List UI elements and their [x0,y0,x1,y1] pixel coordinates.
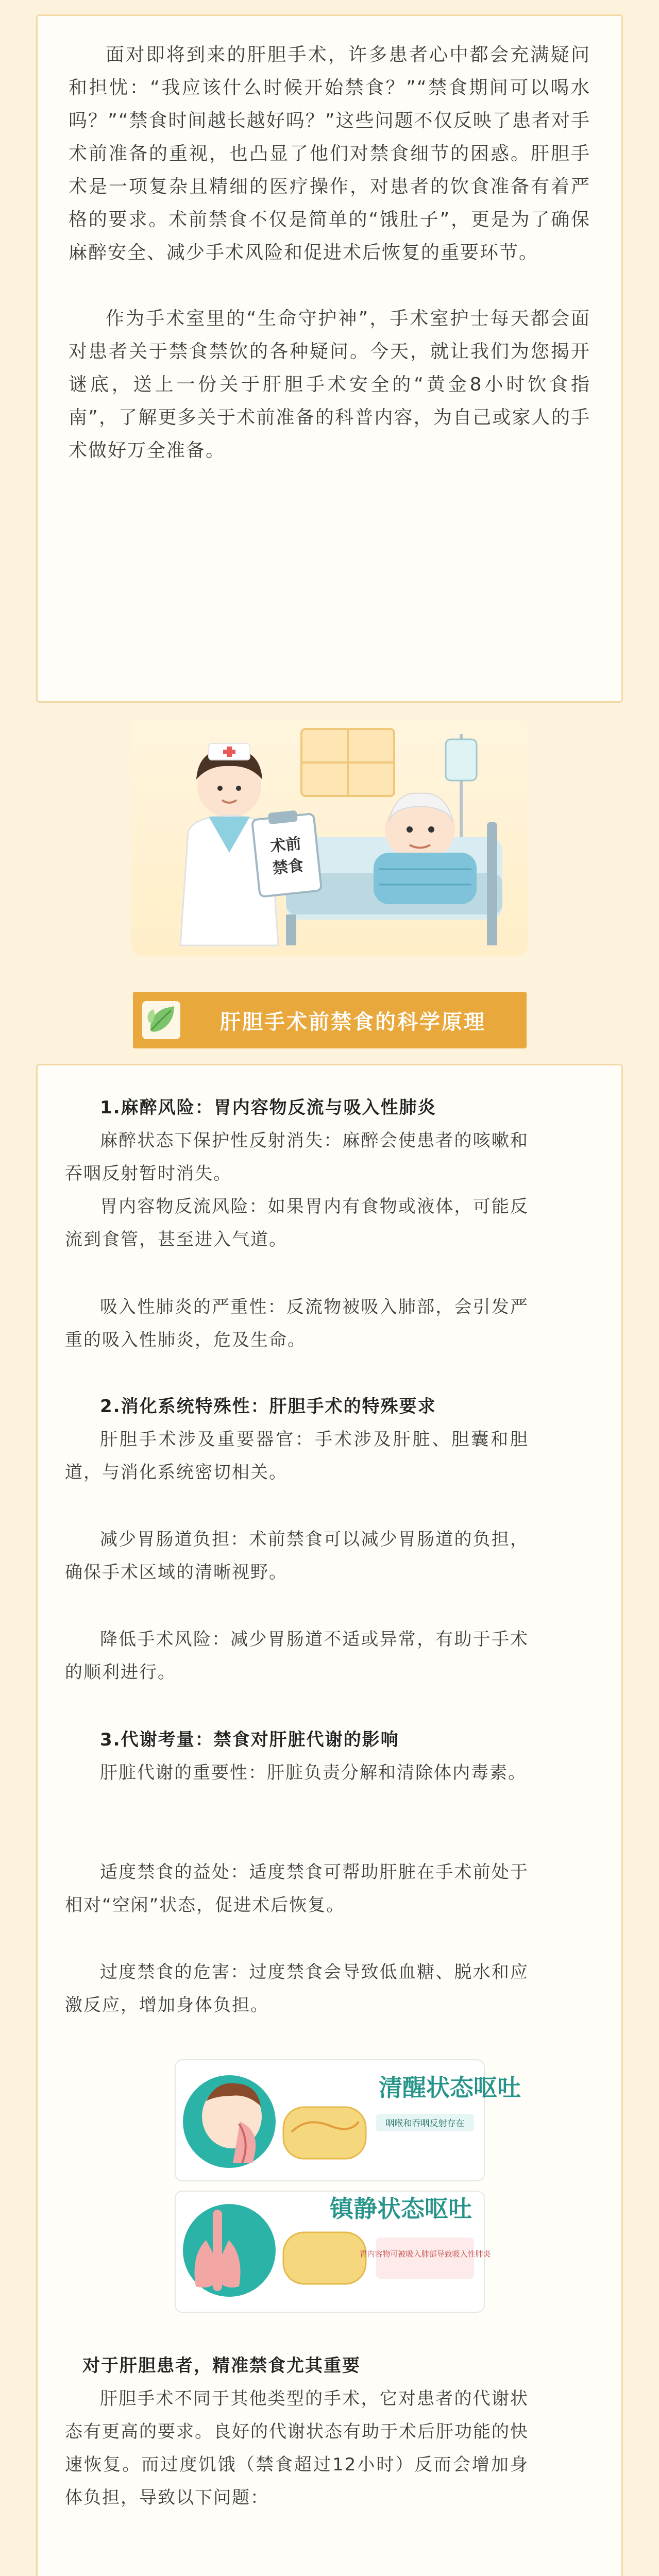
section-heading: 2.消化系统特殊性：肝胆手术的特殊要求 [100,1396,436,1417]
paragraph: 过度禁食的危害：过度禁食会导致低血糖、脱水和应激反应，增加身体负担。 [65,1962,529,2015]
section-1 [65,1091,529,1190]
vomiting-illustration [175,2060,521,2312]
paragraph: 降低手术风险：减少胃肠道不适或异常，有助于手术的顺利进行。 [65,1629,529,1683]
section-header [133,992,527,1048]
awake-vomit-caption: 咽喉和吞咽反射存在 [385,2119,465,2129]
paragraph: 吸入性肺炎的严重性：反流物被吸入肺部，会引发严重的吸入性肺炎，危及生命。 [65,1297,529,1350]
section-4 [65,2349,529,2514]
section-3 [65,1723,529,1789]
intro-paragraph: 作为手术室里的“生命守护神”，手术室护士每天都会面对患者关于禁食禁饮的各种疑问。今天，就让我们为您揭开谜底，送上一份关于肝胆手术安全的“黄金8小时饮食指南”，了解更多关于术前准备的科普内容，为自己或家人的手术做好万全准备。 [69,308,590,461]
section-1-c [65,1291,529,1357]
sedated-vomit-title: 镇静状态呕吐 [330,2195,472,2223]
section-heading: 对于肝胆患者，精准禁食尤其重要 [82,2355,361,2376]
sign-text-line1: 术前 [269,834,302,856]
section-heading: 1.麻醉风险：胃内容物反流与吸入性肺炎 [100,1097,436,1118]
paragraph: 肝胆手术不同于其他类型的手术，它对患者的代谢状态有更高的要求。良好的代谢状态有助于术后肝功能的快速恢复。而过度饥饿（禁食超过12小时）反而会增加身体负担，导致以下问题： [65,2388,529,2508]
section-3-b [65,1856,529,1922]
paragraph: 麻醉状态下保护性反射消失：麻醉会使患者的咳嗽和吞咽反射暂时消失。 [65,1130,529,1184]
section-1-b [65,1190,529,1256]
sign-text-line2: 禁食 [272,856,305,878]
section-2-c [65,1623,529,1689]
section-title: 肝胆手术前禁食的科学原理 [220,1010,486,1034]
section-3-c [65,1956,529,2022]
section-2 [65,1390,529,1489]
intro-paragraph: 面对即将到来的肝胆手术，许多患者心中都会充满疑问和担忧：“我应该什么时候开始禁食？”“禁食期间可以喝水吗？”“禁食时间越长越好吗？”这些问题不仅反映了患者对手术前准备的重视，也凸显了他们对禁食细节的困惑。肝胆手术是一项复杂且精细的医疗操作，对患者的饮食准备有着严格的要求。术前禁食不仅是简单的“饿肚子”，更是为了确保麻醉安全、减少手术风险和促进术后恢复的重要环节。 [69,44,590,263]
paragraph: 肝脏代谢的重要性：肝脏负责分解和清除体内毒素。 [100,1762,527,1783]
intro-card [36,14,623,703]
section-heading: 3.代谢考量：禁食对肝脏代谢的影响 [100,1730,399,1750]
paragraph: 减少胃肠道负担：术前禁食可以减少胃肠道的负担，确保手术区域的清晰视野。 [65,1529,529,1583]
awake-vomit-title: 清醒状态呕吐 [379,2074,521,2102]
section-2-b [65,1523,529,1589]
leaf-icon [142,1001,180,1039]
paragraph: 肝胆手术涉及重要器官：手术涉及肝脏、胆囊和胆道，与消化系统密切相关。 [65,1429,529,1483]
paragraph: 胃内容物反流风险：如果胃内有食物或液体，可能反流到食管，甚至进入气道。 [65,1196,529,1250]
sedated-vomit-caption: 胃内容物可被吸入肺部导致吸入性肺炎 [359,2249,491,2259]
nurse-patient-illustration [131,719,528,956]
paragraph: 适度禁食的益处：适度禁食可帮助肝脏在手术前处于相对“空闲”状态，促进术后恢复。 [65,1862,529,1916]
